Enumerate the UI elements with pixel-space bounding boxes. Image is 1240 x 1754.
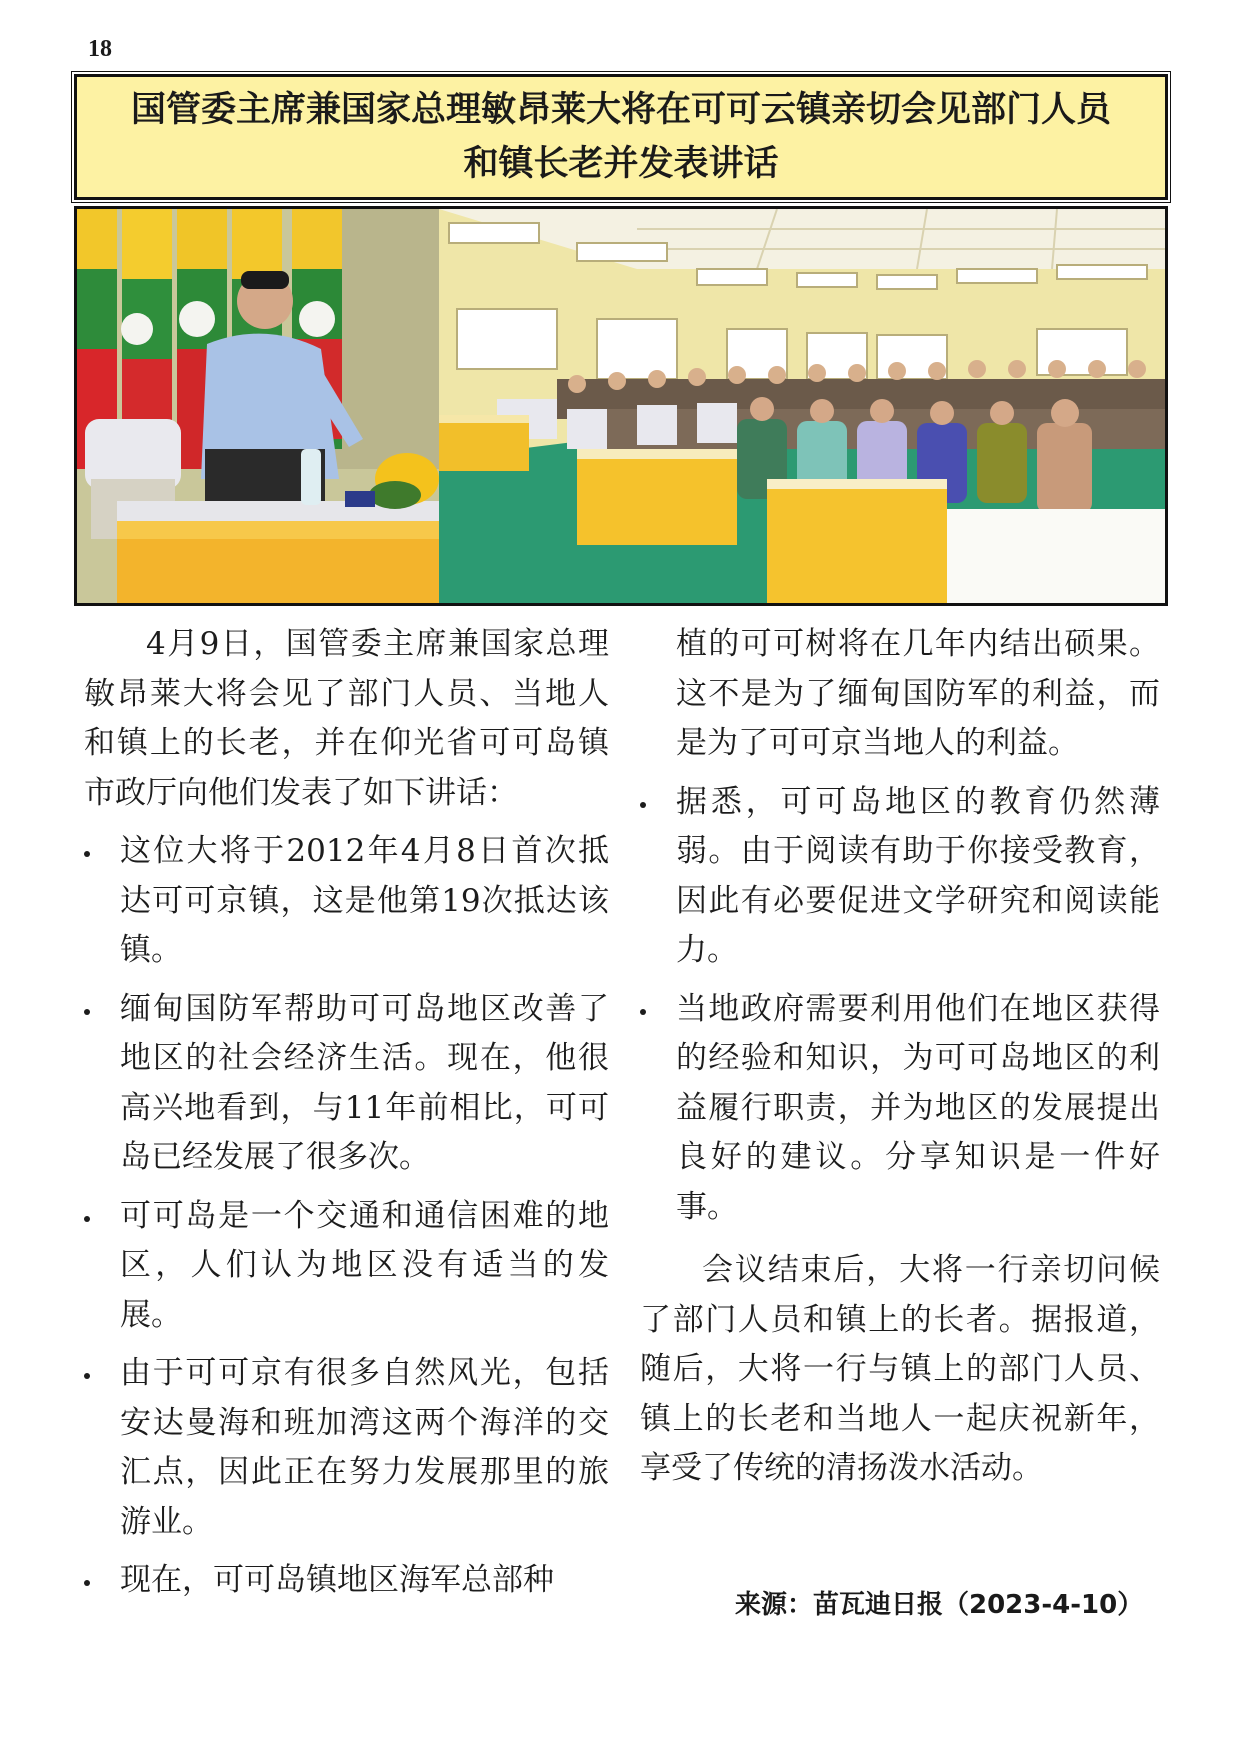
- photo-strip: [74, 206, 1168, 606]
- article-source: 来源：苗瓦迪日报（2023-4-10）: [735, 1590, 1144, 1620]
- list-item: 由于可可京有很多自然风光，包括安达曼海和班加湾这两个海洋的交汇点，因此正在努力发展那里的旅游业。: [84, 1349, 609, 1547]
- bullet-list-left: [84, 827, 609, 1606]
- list-item: 这位大将于2012年4月8日首次抵达可可京镇，这是他第19次抵达该镇。: [84, 827, 609, 976]
- article-title-box: [74, 74, 1168, 200]
- article-title-line-2: 和镇长老并发表讲话: [463, 144, 779, 184]
- page-number: 18: [88, 36, 112, 62]
- article-column-left: [84, 620, 609, 1606]
- list-item: 可可岛是一个交通和通信困难的地区，人们认为地区没有适当的发展。: [84, 1192, 609, 1341]
- article-column-right: [640, 620, 1160, 1494]
- audience-photo: [439, 209, 1165, 603]
- article-intro: 4月9日，国管委主席兼国家总理敏昂莱大将会见了部门人员、当地人和镇上的长老，并在仰光省可可岛镇市政厅向他们发表了如下讲话：: [84, 626, 609, 811]
- list-item: 现在，可可岛镇地区海军总部种: [84, 1556, 609, 1606]
- article-closing: 会议结束后，大将一行亲切问候了部门人员和镇上的长者。据报道，随后，大将一行与镇上的部门人员、镇上的长老和当地人一起庆祝新年，享受了传统的清扬泼水活动。: [640, 1252, 1160, 1486]
- list-item: 缅甸国防军帮助可可岛地区改善了地区的社会经济生活。现在，他很高兴地看到，与11年前相比，可可岛已经发展了很多次。: [84, 985, 609, 1183]
- list-item: 据悉，可可岛地区的教育仍然薄弱。由于阅读有助于你接受教育，因此有必要促进文学研究和阅读能力。: [640, 778, 1160, 976]
- speaker-photo: [77, 209, 439, 603]
- article-title-line-1: 国管委主席兼国家总理敏昂莱大将在可可云镇亲切会见部门人员: [130, 90, 1111, 130]
- list-item-continued: 植的可可树将在几年内结出硕果。这不是为了缅甸国防军的利益，而是为了可可京当地人的利益。: [676, 626, 1160, 761]
- bullet-list-right: [640, 620, 1160, 1232]
- list-item: 当地政府需要利用他们在地区获得的经验和知识，为可可岛地区的利益履行职责，并为地区的发展提出良好的建议。分享知识是一件好事。: [640, 985, 1160, 1233]
